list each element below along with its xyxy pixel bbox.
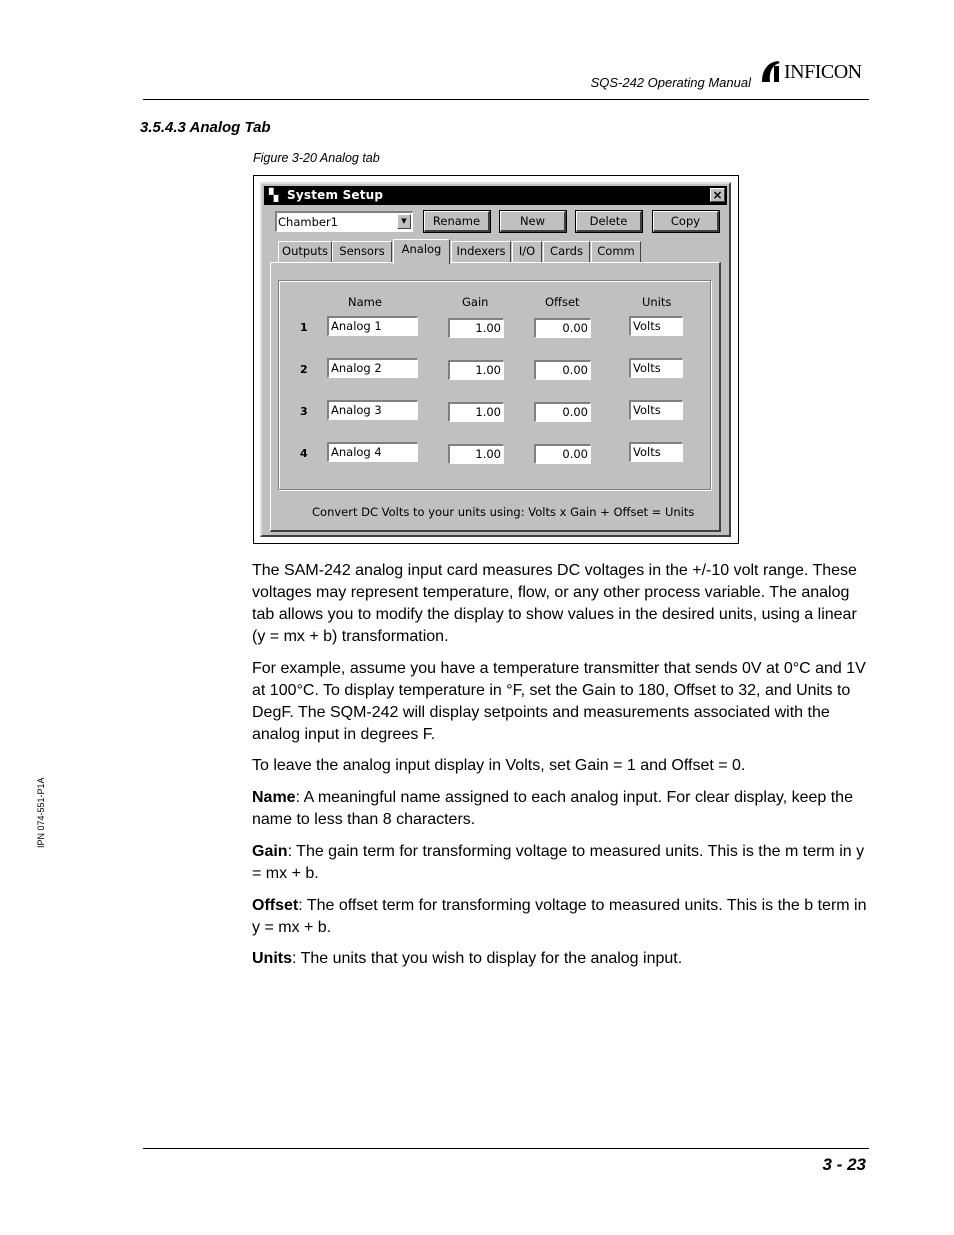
section-heading: 3.5.4.3 Analog Tab xyxy=(140,119,271,136)
units-field[interactable]: Volts xyxy=(629,442,683,462)
paragraph-volts: To leave the analog input display in Volts, set Gain = 1 and Offset = 0. xyxy=(252,757,746,774)
row-number: 2 xyxy=(300,363,308,376)
definition-name-text: : A meaningful name assigned to each analog input. For clear display, keep the name to less than 8 characters. xyxy=(252,789,853,828)
definition-units xyxy=(252,948,870,970)
offset-field[interactable]: 0.00 xyxy=(534,360,591,380)
column-header-gain: Gain xyxy=(462,295,489,309)
gain-field[interactable]: 1.00 xyxy=(448,360,504,380)
manual-title: SQS-242 Operating Manual xyxy=(590,75,751,90)
system-setup-dialog xyxy=(260,182,731,537)
column-header-offset: Offset xyxy=(545,295,580,309)
term-offset: Offset xyxy=(252,897,299,914)
chevron-down-icon[interactable]: ▼ xyxy=(397,214,411,229)
new-button[interactable]: New xyxy=(500,211,566,232)
definition-name xyxy=(252,787,870,831)
dialog-titlebar xyxy=(264,186,727,205)
row-number: 3 xyxy=(300,405,308,418)
gain-field[interactable]: 1.00 xyxy=(448,444,504,464)
row-number: 1 xyxy=(300,321,308,334)
offset-field[interactable]: 0.00 xyxy=(534,444,591,464)
column-header-units: Units xyxy=(642,295,672,309)
units-field[interactable]: Volts xyxy=(629,358,683,378)
row-number: 4 xyxy=(300,447,308,460)
gain-field[interactable]: 1.00 xyxy=(448,318,504,338)
rename-button[interactable]: Rename xyxy=(424,211,490,232)
units-field[interactable]: Volts xyxy=(629,400,683,420)
tab-outputs[interactable]: Outputs xyxy=(278,241,332,262)
term-gain: Gain xyxy=(252,843,288,860)
chamber-select[interactable] xyxy=(275,211,413,232)
term-name: Name xyxy=(252,789,296,806)
tab-io[interactable]: I/O xyxy=(512,241,542,262)
paragraph-example: For example, assume you have a temperature transmitter that sends 0V at 0°C and 1V at 100°C. To display temperature in °F, set the Gain to 180, Offset to 32, and Units to DegF. The SQM-242 will display setpoints and measurements associated with the analog input in degrees F. xyxy=(252,660,866,743)
definition-offset xyxy=(252,895,870,939)
document-ipn: IPN 074-551-P1A xyxy=(36,777,46,848)
close-button[interactable]: × xyxy=(710,188,725,202)
definition-gain xyxy=(252,841,870,885)
figure-caption: Figure 3-20 Analog tab xyxy=(253,151,380,165)
name-field[interactable]: Analog 2 xyxy=(327,358,418,378)
offset-field[interactable]: 0.00 xyxy=(534,318,591,338)
tab-analog[interactable]: Analog xyxy=(393,239,450,264)
paragraph-intro: The SAM-242 analog input card measures DC voltages in the +/-10 volt range. These voltages may represent temperature, flow, or any other process variable. The analog tab allows you to modify the display to show values in the desired units, using a linear (y = mx + b) transformation. xyxy=(252,562,857,645)
units-field[interactable]: Volts xyxy=(629,316,683,336)
term-units: Units xyxy=(252,950,292,967)
tab-sensors[interactable]: Sensors xyxy=(332,241,392,262)
definition-offset-text: : The offset term for transforming voltage to measured units. This is the b term in y = mx + b. xyxy=(252,897,867,936)
offset-field[interactable]: 0.00 xyxy=(534,402,591,422)
delete-button[interactable]: Delete xyxy=(576,211,642,232)
app-icon: ▚ xyxy=(269,188,279,202)
copy-button[interactable]: Copy xyxy=(653,211,719,232)
header-rule xyxy=(143,99,869,100)
dialog-title: System Setup xyxy=(287,188,384,202)
logo-text: INFICON xyxy=(784,61,862,83)
chamber-select-value: Chamber1 xyxy=(278,215,338,229)
name-field[interactable]: Analog 4 xyxy=(327,442,418,462)
tab-indexers[interactable]: Indexers xyxy=(451,241,511,262)
definition-gain-text: : The gain term for transforming voltage to measured units. This is the m term in y = mx + b. xyxy=(252,843,865,882)
name-field[interactable]: Analog 3 xyxy=(327,400,418,420)
name-field[interactable]: Analog 1 xyxy=(327,316,418,336)
column-header-name: Name xyxy=(348,295,382,309)
tab-cards[interactable]: Cards xyxy=(543,241,590,262)
page-number: 3 - 23 xyxy=(822,1155,866,1174)
definition-units-text: : The units that you wish to display for the analog input. xyxy=(292,950,683,967)
footer-rule xyxy=(143,1148,869,1149)
gain-field[interactable]: 1.00 xyxy=(448,402,504,422)
conversion-formula: Convert DC Volts to your units using: Volts x Gain + Offset = Units xyxy=(312,505,695,519)
tab-comm[interactable]: Comm xyxy=(591,241,641,262)
